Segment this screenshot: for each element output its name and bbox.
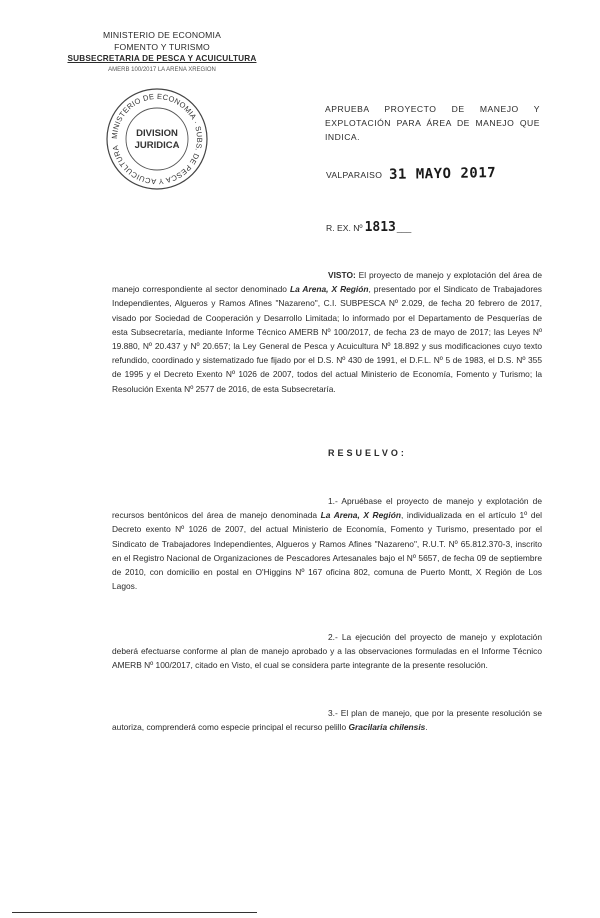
resolution-number: 1813 (364, 220, 396, 235)
resolution-suffix: ___ (396, 223, 412, 233)
visto-paragraph (112, 268, 542, 396)
article-3-paragraph (112, 706, 542, 734)
visto-text-b: , presentado por el Sindicato de Trabajadores Independientes, Algueros y Ramos Afines "Nazareno", C.I. SUBPESCA Nº 2.029, de fecha 20 febrero de 2017, visado por Sociedad de Cooperación y Desarrollo Limitada; lo informado por el Departamento de Pesquerías de esta Subsecretaría, mediante Informe Técnico AMERB Nº 100/2017, de fecha 23 de mayo de 2017; las Leyes Nº 19.880, Nº 20.437 y Nº 20.657; la Ley General de Pesca y Acuicultura Nº 18.892 y sus modificaciones cuyo texto refundido, coordinado y sistematizado fue fijado por el D.S. Nº 430 de 1991, el D.F.L. Nº 5 de 1983, el D.S. Nº 355 de 1995 y el Decreto Exento Nº 1026 de 2007, todos del actual Ministerio de Economía, Fomento y Turismo; la Resolución Exenta Nº 2577 de 2016, de esta Subsecretaría. (112, 284, 542, 394)
division-juridica-stamp (104, 86, 210, 192)
header-line-ministry: MINISTERIO DE ECONOMIA (102, 30, 222, 40)
article-1-text-b: , individualizada en el artículo 1º del Decreto exento Nº 1026 de 2007, del actual Ministerio de Economía, Fomento y Turismo, presentado por el Sindicato de Trabajadores Independientes, Algueros y Ramos Afines "Nazareno", R.U.T. Nº 65.812.370-3, inscrito en el Registro Nacional de Organizaciones de Pescadores Artesanales bajo el Nº 5657, de fecha 09 de septiembre de 2010, con domicilio en postal en O'Higgins Nº 167 oficina 802, comuna de Puerto Montt, X Región de Los Lagos. (112, 510, 542, 592)
resolution-date: 31 MAYO 2017 (388, 165, 497, 183)
article-1-paragraph (112, 494, 542, 593)
header-line-reference: AMERB 100/2017 LA ARENA XREGION (108, 66, 216, 73)
header-line-subsecretaria: SUBSECRETARIA DE PESCA Y ACUICULTURA (67, 54, 257, 63)
resuelvo-heading: RESUELVO: (328, 448, 407, 458)
stamp-center-line1: DIVISION (136, 128, 178, 139)
visto-label: VISTO: (328, 270, 356, 280)
article-3-text-b: . (425, 722, 428, 733)
article-1-text-a: 1.- Apruébase el proyecto de manejo y explotación de recursos bentónicos del área de manejo denominada (112, 496, 542, 521)
ministry-header (62, 30, 262, 76)
visto-area-name: La Arena, X Región (289, 284, 369, 295)
resolution-prefix: R. EX. Nº (326, 223, 363, 233)
article-3-species-name: Gracilaria chilensis (348, 722, 426, 733)
resolution-subject: APRUEBA PROYECTO DE MANEJO Y EXPLOTACIÓN PARA ÁREA DE MANEJO QUE INDICA. (325, 104, 540, 142)
stamp-center-line2: JURIDICA (134, 140, 180, 151)
article-3-text-a: 3.- El plan de manejo, que por la presente resolución se autoriza, comprenderá como especie principal el recurso pelillo (112, 708, 542, 733)
header-line-fomento: FOMENTO Y TURISMO (114, 41, 210, 52)
footnote-divider (12, 912, 257, 913)
place-label: VALPARAISO (326, 170, 383, 180)
visto-text-a: El proyecto de manejo y explotación del área de manejo correspondiente al sector denominado (112, 270, 542, 295)
resolution-number-line (326, 220, 411, 235)
article-2-paragraph: 2.- La ejecución del proyecto de manejo y explotación deberá efectuarse conforme al plan de manejo aprobado y a las observaciones formuladas en el Informe Técnico AMERB Nº 100/2017, citado en Visto, el cual se considera parte integrante de la presente resolución. (112, 632, 542, 671)
stamp-ring-text: MINISTERIO DE ECONOMIA · SUBS. DE PESCA Y ACUICULTURA (109, 91, 205, 187)
article-1-area-name: La Arena, X Región (320, 510, 401, 521)
